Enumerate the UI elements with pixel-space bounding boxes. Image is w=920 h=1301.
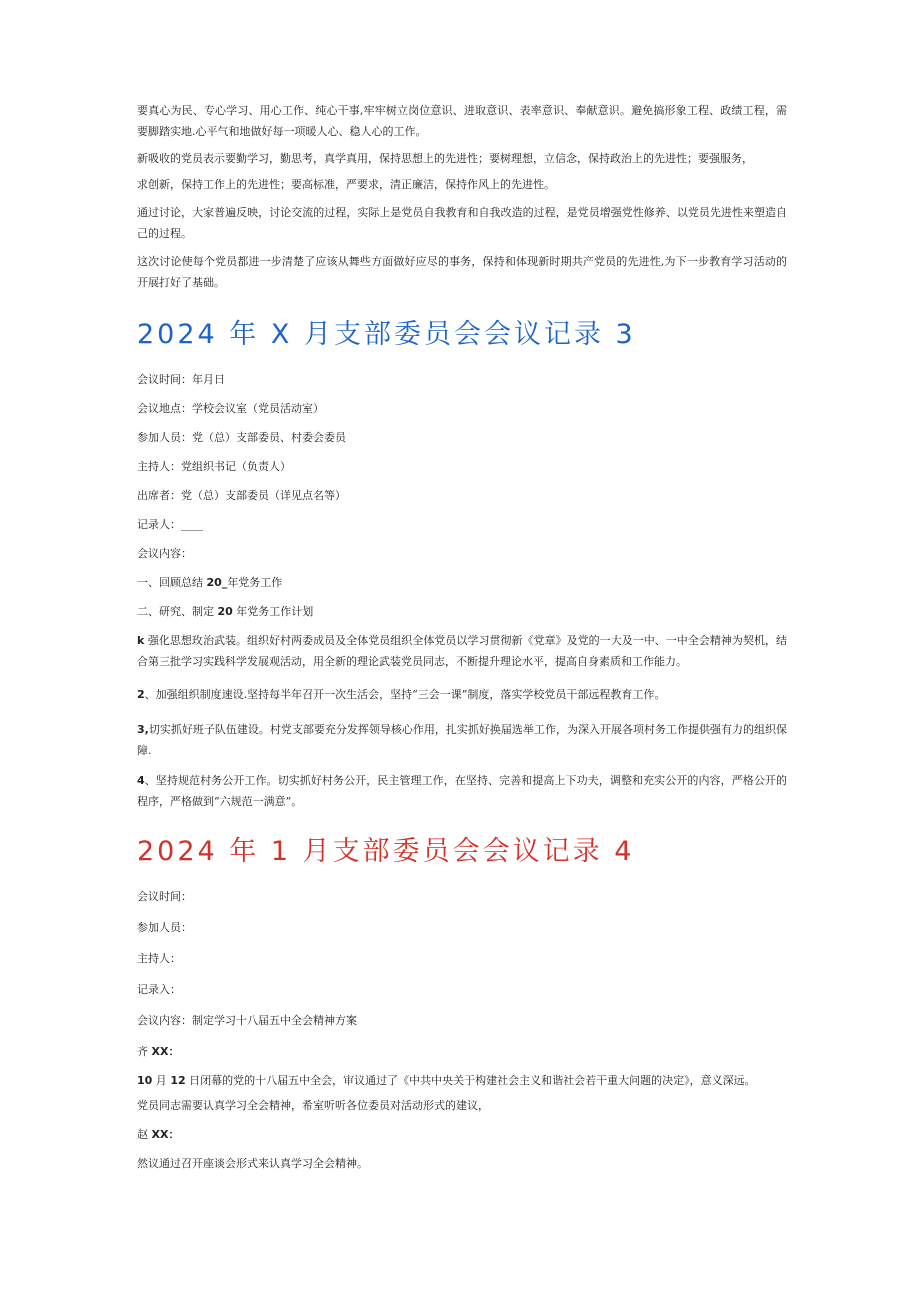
record4-participants: 参加人员： <box>137 921 192 934</box>
record4-recorder: 记录入： <box>137 983 181 996</box>
speech1-text: 日闭幕的党的十八届五中全会，审议通过了《中共中央关于构建社会主义和谐社会若干重大问题的决定》，意义深远。 <box>185 1074 756 1087</box>
speech1-month: 10 <box>137 1074 153 1087</box>
record3-time: 会议时间：年月日 <box>137 373 225 386</box>
point1-text: 强化思想玫治武装。组织好村两委成员及全体党员组织全体党员以学习贯彻新《党章》及党的一大及一中、一中全会精神为契机，结合第三批学习实践科学发展观活动，用全新的理论武装党员同志，不断提升理论水平，提高自身素质和工作能力。 <box>137 634 787 668</box>
record3-point-4 <box>137 770 787 812</box>
record3-attendees: 出席者：党（总）支部委员（详见点名等） <box>137 489 346 502</box>
record3-point-3 <box>137 719 787 761</box>
intro-paragraph-2: 新吸收的党员表示要勤学习，勤思考，真学真用，保持思想上的先进性；要树理想，立信念，保持政治上的先进性；要强服务， <box>137 152 753 165</box>
record4-time: 会议时间： <box>137 890 192 903</box>
item2-text-c: 年党务工作计划 <box>232 605 314 618</box>
record4-speech-1a <box>137 1070 787 1091</box>
item2-year: 20 <box>217 605 233 618</box>
record3-participants: 参加人员：党（总）支部委员、村委会委员 <box>137 431 346 444</box>
item1-year: 20_ <box>206 576 228 589</box>
speaker1-surname: 齐 <box>137 1045 152 1058</box>
record3-point-2 <box>137 684 787 705</box>
record3-place: 会议地点：学校会议室（党员活动室） <box>137 402 324 415</box>
point3-number: 3, <box>137 723 149 736</box>
document-page <box>137 100 787 1174</box>
record4-host: 主持人： <box>137 952 181 965</box>
record3-title: 2024 年 X 月支部委员会会议记录 3 <box>137 319 636 350</box>
point2-text: 、加强组织制度速设.坚持每半年召开一次生活会，坚持“三会一课”制度，落实学校党员干部远程教育工作。 <box>144 688 666 701</box>
item2-text-a: 二、研究、制定 <box>137 605 218 618</box>
speaker1-name: XX： <box>151 1045 180 1058</box>
intro-paragraph-1: 要真心为民、专心学习、用心工作、纯心干事,牢牢树立岗位意识、进取意识、表率意识、奉献意识。避免搞形象工程、政绩工程，需要脚踏实地.心平气和地做好每一项暖人心、稳人心的工作。 <box>137 104 787 138</box>
item1-text-c: 年党务工作 <box>227 576 283 589</box>
record4-content: 会议内容：制定学习十八届五中全会精神方案 <box>137 1014 357 1027</box>
speaker2-name: XX： <box>151 1128 180 1141</box>
record3-point-1 <box>137 630 787 672</box>
record4-title: 2024 年 1 月支部委员会会议记录 4 <box>137 836 635 867</box>
speaker2-surname: 赵 <box>137 1128 152 1141</box>
record4-speech-1b: 党员同志需要认真学习全会精神，希室听听各位委员对活动形式的建议， <box>137 1099 489 1112</box>
item1-text-a: 一、回顾总结 <box>137 576 207 589</box>
point4-number: 4 <box>137 774 145 787</box>
record3-item-2 <box>137 601 787 622</box>
record3-item-1 <box>137 572 787 593</box>
intro-paragraph-5: 这次讨论使每个党员都进一步清楚了应该从舞些方面做好应尽的事务，保持和体现新时期共产党员的先进性,为下一步教育学习活动的开展打好了基础。 <box>137 255 787 289</box>
record3-content-label: 会议内容： <box>137 547 192 560</box>
record4-speaker-1 <box>137 1041 787 1062</box>
record4-speaker-2 <box>137 1124 787 1145</box>
intro-paragraph-4: 通过讨论，大家普遍反映，讨论交流的过程，实际上是党员自我教育和自我改造的过程，是党员增强党性修养、以党员先进性来塑造自己的过程。 <box>137 206 787 240</box>
point2-number: 2 <box>137 688 145 701</box>
speech1-month-label: 月 <box>152 1074 171 1087</box>
record3-host: 主持人：党组织书记（负责人） <box>137 460 291 473</box>
point1-number: k <box>137 634 145 647</box>
speech1-day: 12 <box>170 1074 186 1087</box>
point3-text: 切实抓好班子队伍建设。村党支部要充分发挥领导核心作用，扎实抓好换届选举工作，为深入开展各项村务工作提供强有力的组织保障. <box>137 723 787 757</box>
record3-recorder: 记录人：____ <box>137 518 203 531</box>
intro-paragraph-3: 求创新，保持工作上的先进性；要高标准，严要求，清正廉洁，保持作风上的先进性。 <box>137 178 555 191</box>
point4-text: 、坚持规范村务公开工作。切实抓好村务公开，民主管理工作，在坚持、完善和提高上下功夫，调整和充实公开的内容，严格公开的程序，严格做到“六规范一满意”。 <box>137 774 787 808</box>
record4-speech-2: 然议通过召开座谈会形式来认真学习全会精神。 <box>137 1157 368 1170</box>
